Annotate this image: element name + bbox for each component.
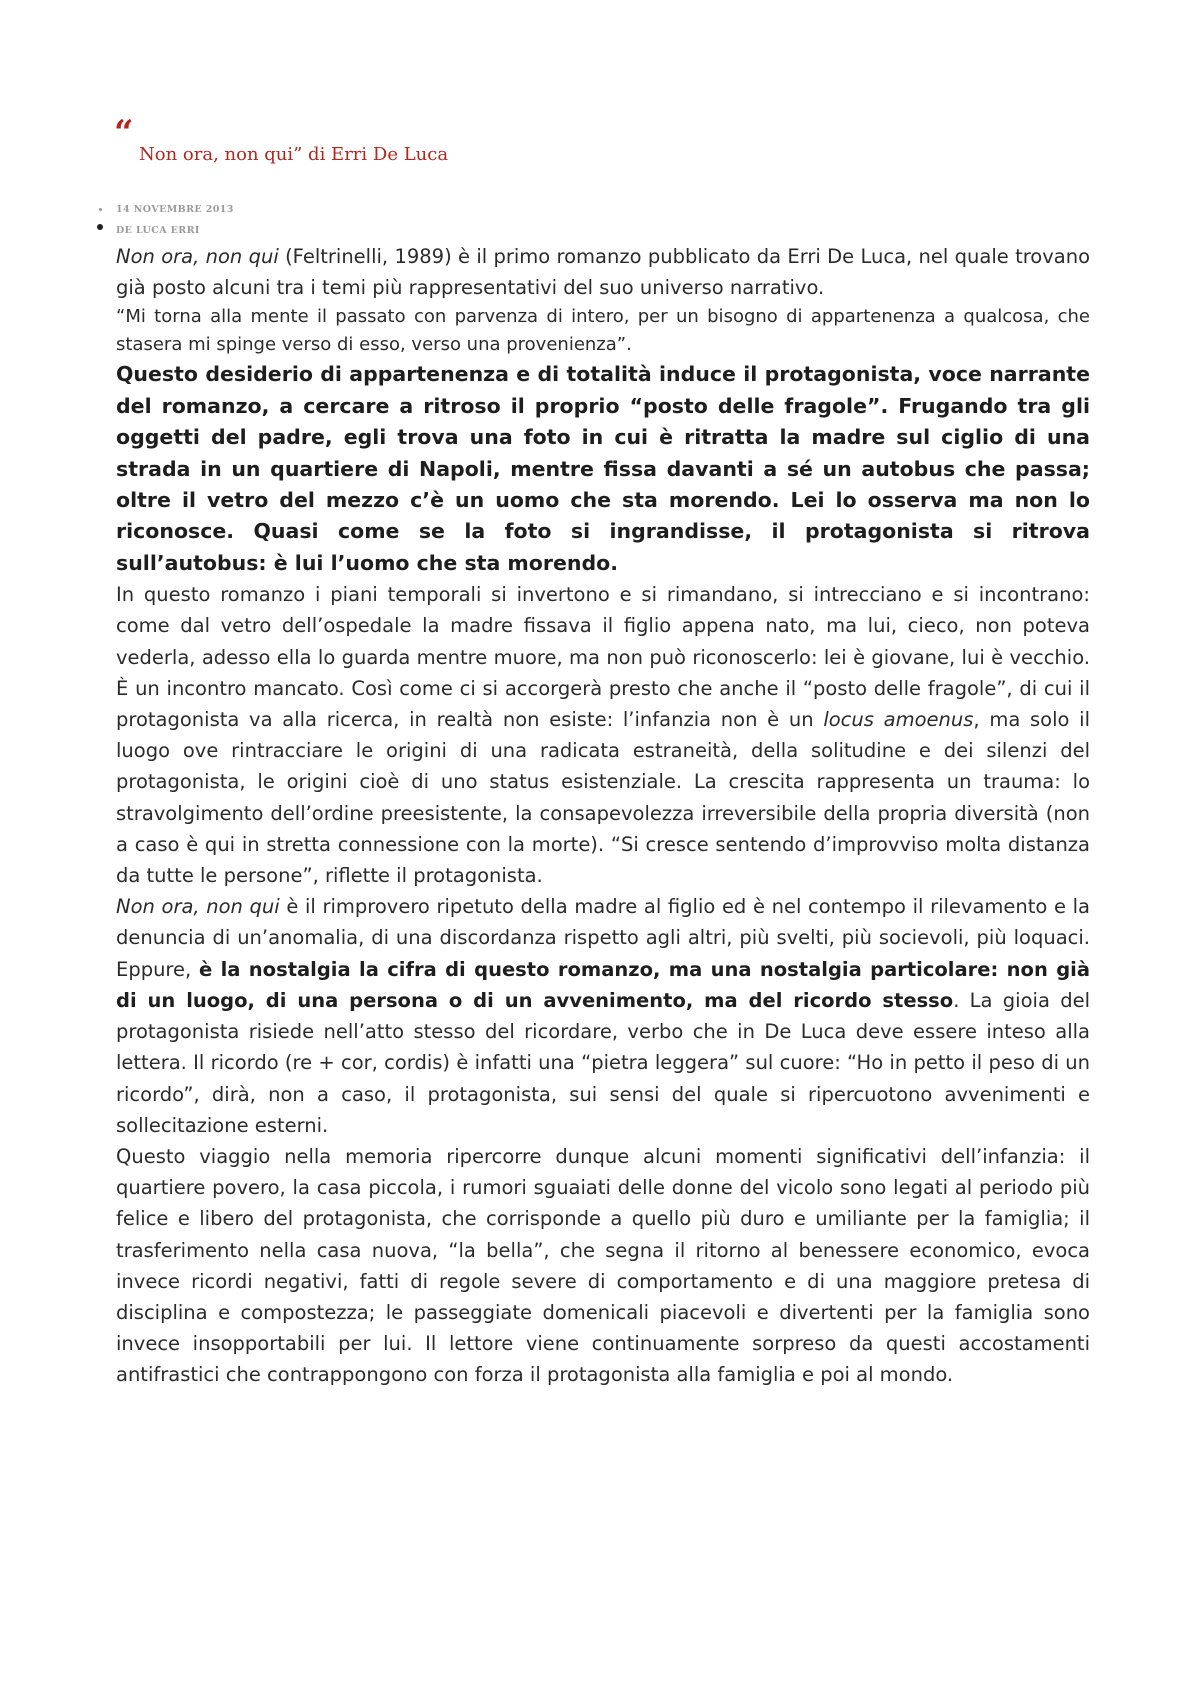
paragraph-text: In questo romanzo i piani temporali si invertono e si rimandano, si intrecciano e si incontrano: come dal vetro dell’ospedale la madre fissava il figlio appena nato, ma lui, cieco, non poteva vederla, adesso ella lo guarda mentre muore, ma non può riconoscerlo: lei è giovane, lui è vecchio. È un incontro mancato. Così come ci si accorgerà presto che anche il “posto delle fragole”, di cui il protagonista va alla ricerca, in realtà non esiste: l’infanzia non è un	[116, 583, 1090, 732]
post-date: 14 NOVEMBRE 2013	[116, 204, 234, 215]
paragraph-bold-summary: Questo desiderio di appartenenza e di totalità induce il protagonista, voce narrante del romanzo, a cercare a ritroso il proprio “posto delle fragole”. Frugando tra gli oggetti del padre, egli trova una foto in cui è ritratta la madre sul ciglio di una strada in un quartiere di Napoli, mentre fissa davanti a sé un autobus che passa; oltre il vetro del mezzo c’è un uomo che sta morendo. Lei lo osserva ma non lo riconosce. Quasi come se la foto si ingrandisse, il protagonista si ritrova sull’autobus: è lui l’uomo che sta morendo.	[116, 362, 1090, 575]
paragraph-nostalgia	[116, 891, 1090, 1141]
paragraph-intro	[116, 241, 1090, 303]
paragraph-text: è il rimprovero ripetuto della madre al figlio ed è nel contempo il rilevamento e la denuncia di un’anomalia, di una discordanza rispetto agli altri, più svelti, più socievoli, più loquaci. Eppure,	[116, 895, 1090, 981]
paragraph-quote: “Mi torna alla mente il passato con parvenza di intero, per un bisogno di appartenenza a qualcosa, che stasera mi spinge verso di esso, verso una provenienza”.	[116, 306, 1090, 356]
article-body	[116, 241, 1090, 1391]
paragraph-temporal-planes	[116, 579, 1090, 891]
post-title-text[interactable]: Non ora, non qui” di Erri De Luca	[139, 144, 449, 165]
paragraph-intro-text: (Feltrinelli, 1989) è il primo romanzo pubblicato da Erri De Luca, nel quale trovano già posto alcuni tra i temi più rappresentativi del suo universo narrativo.	[116, 245, 1091, 300]
locus-amoenus-italic: locus amoenus	[823, 708, 974, 732]
post-author[interactable]: DE LUCA ERRI	[116, 225, 200, 236]
paragraph-memory-journey: Questo viaggio nella memoria ripercorre dunque alcuni momenti significativi dell’infanzia: il quartiere povero, la casa piccola, i rumori sguaiati delle donne del vicolo sono legati al periodo più felice e libero del protagonista, che corrisponde a quello più duro e umiliante per la famiglia; il trasferimento nella casa nuova, “la bella”, che segna il ritorno al benessere economico, evoca invece ricordi negativi, fatti di regole severe di comportamento e di una maggiore pretesa di disciplina e compostezza; le passeggiate domenicali piacevoli e divertenti per la famiglia sono invece insopportabili per lui. Il lettore viene continuamente sorpreso da questi accostamenti antifrastici che contrappongono con forza il protagonista alla famiglia e poi al mondo.	[116, 1144, 1090, 1387]
author-bullet-icon	[97, 224, 103, 230]
book-title-italic: Non ora, non qui	[116, 895, 280, 919]
paragraph-text: , ma solo il luogo ove rintracciare le origini di una radicata estraneità, della solitudine e dei silenzi del protagonista, le origini cioè di uno status esistenziale. La crescita rappresenta un trauma: lo stravolgimento dell’ordine preesistente, la consapevolezza irreversibile della propria diversità (non a caso è qui in stretta connessione con la morte). “Si cresce sentendo d’improvviso molta distanza da tutte le persone”, riflette il protagonista.	[116, 708, 1091, 888]
nostalgia-bold: è la nostalgia la cifra di questo romanzo, ma una nostalgia particolare: non già di un luogo, di una persona o di un avvenimento, ma del ricordo stesso	[116, 957, 1090, 1012]
paragraph-text: . La gioia del protagonista risiede nell’atto stesso del ricordare, verbo che in De Luca deve essere inteso alla lettera. Il ricordo (re + cor, cordis) è infatti una “pietra leggera” sul cuore: “Ho in petto il peso di un ricordo”, dirà, non a caso, il protagonista, sui sensi del quale si ripercuotono avvenimenti e sollecitazione esterni.	[116, 988, 1090, 1137]
title-open-quote: “	[114, 113, 134, 153]
book-title-italic: Non ora, non qui	[116, 245, 279, 268]
date-bullet-icon	[99, 208, 102, 211]
